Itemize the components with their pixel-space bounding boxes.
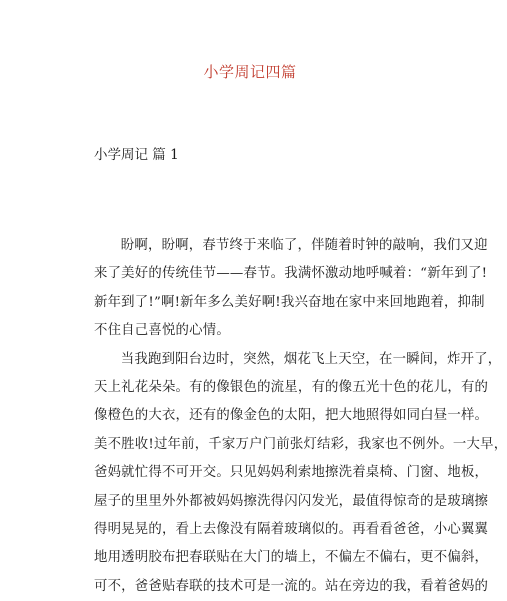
text-line: 得明晃晃的，看上去像没有隔着玻璃似的。再看看爸爸，小心翼翼	[94, 522, 489, 538]
text-line: 盼啊，盼啊，春节终于来临了，伴随着时钟的敲响，我们又迎	[120, 238, 488, 253]
text-line: 像橙色的大衣，还有的像金色的太阳，把大地照得如同白昼一样。	[94, 408, 489, 424]
text-line: 来了美好的传统佳节——春节。我满怀激动地呼喊着：“新年到了!	[94, 266, 488, 282]
text-line: 美不胜收!过年前，千家万户门前张灯结彩，我家也不例外。一大早，	[94, 436, 507, 452]
document-title: 小学周记四篇	[203, 63, 297, 81]
paragraph-2	[94, 346, 507, 601]
text-line: 天上礼花朵朵。有的像银色的流星，有的像五光十色的花儿，有的	[94, 380, 489, 396]
text-line: 爸妈就忙得不可开交。只见妈妈利索地擦洗着桌椅、门窗、地板，	[94, 465, 489, 481]
text-line: 屋子的里里外外都被妈妈擦洗得闪闪发光，最值得惊奇的是玻璃擦	[94, 493, 489, 509]
text-line: 不住自己喜悦的心情。	[94, 323, 230, 339]
text-line: 新年到了!”啊!新年多么美好啊!我兴奋地在家中来回地跑着，抑制	[94, 294, 485, 310]
text-line: 可不，爸爸贴春联的技术可是一流的。站在旁边的我，看着爸妈的	[94, 578, 489, 594]
paragraph-1	[94, 232, 488, 346]
section-heading: 小学周记 篇 1	[94, 147, 179, 163]
text-line: 地用透明胶布把春联贴在大门的墙上，不偏左不偏右，更不偏斜，	[94, 550, 489, 566]
document-body	[94, 232, 507, 601]
text-line: 当我跑到阳台边时，突然，烟花飞上天空，在一瞬间，炸开了，	[120, 351, 502, 367]
